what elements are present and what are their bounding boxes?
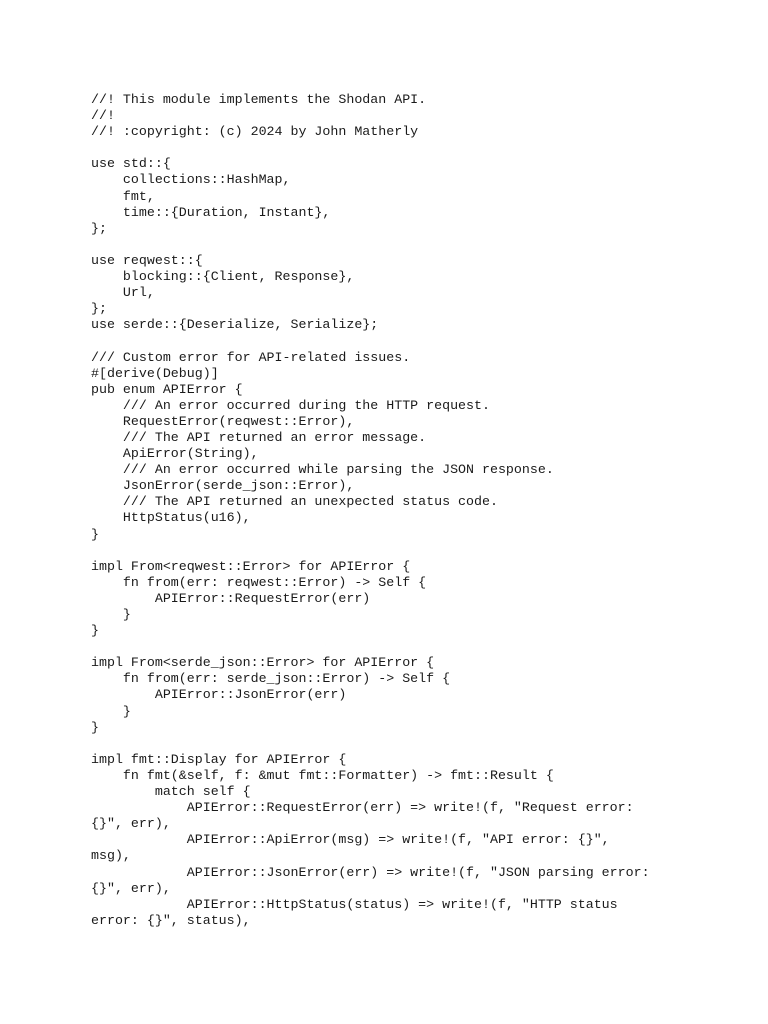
code-block	[91, 92, 731, 929]
code-line: }	[91, 703, 131, 719]
code-line: JsonError(serde_json::Error),	[91, 478, 355, 494]
code-line: APIError::ApiError(msg) => write!(f, "API error: {}",	[91, 832, 610, 848]
code-line: {}", err),	[91, 880, 171, 896]
code-line: match self {	[91, 784, 251, 800]
code-line: #[derive(Debug)]	[91, 365, 219, 381]
code-line: msg),	[91, 848, 131, 864]
code-line: time::{Duration, Instant},	[91, 204, 331, 220]
code-line: APIError::RequestError(err)	[91, 590, 371, 606]
code-line: collections::HashMap,	[91, 172, 291, 188]
code-line: use reqwest::{	[91, 252, 203, 268]
code-line: impl fmt::Display for APIError {	[91, 751, 347, 767]
code-line: //!	[91, 108, 115, 124]
code-line: };	[91, 220, 107, 236]
code-line: use serde::{Deserialize, Serialize};	[91, 317, 379, 333]
code-line: fmt,	[91, 188, 155, 204]
code-line: }	[91, 719, 99, 735]
code-line: pub enum APIError {	[91, 381, 243, 397]
code-line: APIError::JsonError(err) => write!(f, "JSON parsing error:	[91, 864, 650, 880]
code-line: impl From<reqwest::Error> for APIError {	[91, 558, 411, 574]
code-line: impl From<serde_json::Error> for APIError {	[91, 655, 435, 671]
code-line	[91, 333, 731, 349]
code-line: APIError::RequestError(err) => write!(f, "Request error:	[91, 800, 634, 816]
code-line: RequestError(reqwest::Error),	[91, 413, 355, 429]
code-line: }	[91, 526, 99, 542]
code-line: Url,	[91, 285, 155, 301]
code-line: /// An error occurred while parsing the JSON response.	[91, 462, 554, 478]
code-line: use std::{	[91, 156, 171, 172]
code-line: error: {}", status),	[91, 912, 251, 928]
code-line: {}", err),	[91, 816, 171, 832]
code-line	[91, 736, 731, 752]
code-line: /// Custom error for API-related issues.	[91, 349, 411, 365]
code-line: //! This module implements the Shodan API.	[91, 92, 427, 107]
code-line: /// An error occurred during the HTTP request.	[91, 397, 490, 413]
code-line: /// The API returned an error message.	[91, 429, 427, 445]
code-line: fn from(err: reqwest::Error) -> Self {	[91, 574, 427, 590]
code-line: //! :copyright: (c) 2024 by John Matherly	[91, 124, 419, 140]
code-line: fn fmt(&self, f: &mut fmt::Formatter) -> fmt::Result {	[91, 767, 554, 783]
code-line: APIError::JsonError(err)	[91, 687, 347, 703]
code-line	[91, 140, 731, 156]
code-line	[91, 543, 731, 559]
code-line	[91, 639, 731, 655]
code-line: };	[91, 301, 107, 317]
code-line: blocking::{Client, Response},	[91, 269, 355, 285]
code-line: HttpStatus(u16),	[91, 510, 251, 526]
code-line	[91, 237, 731, 253]
code-line: /// The API returned an unexpected status code.	[91, 494, 498, 510]
code-line: fn from(err: serde_json::Error) -> Self {	[91, 671, 451, 687]
code-line: ApiError(String),	[91, 446, 259, 462]
code-line: APIError::HttpStatus(status) => write!(f, "HTTP status	[91, 896, 618, 912]
code-line: }	[91, 623, 99, 639]
code-line: }	[91, 607, 131, 622]
